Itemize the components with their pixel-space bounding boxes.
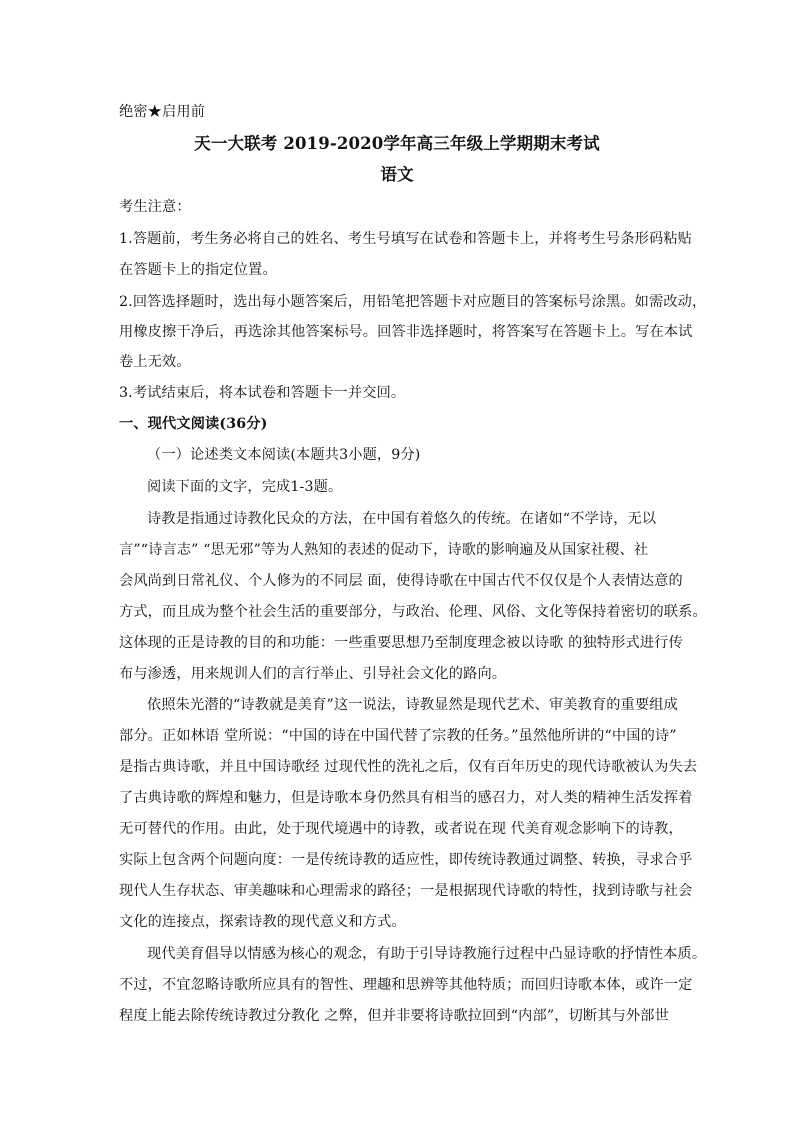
passage-line: 文化的连接点，探索诗教的现代意义和方式。 [119, 914, 406, 930]
passage-line: 无可替代的作用。由此，处于现代境遇中的诗教，或者说在现 代美育观念影响下的诗教， [119, 821, 683, 837]
passage-line: 实际上包含两个问题向度：一是传统诗教的适应性，即传统诗教通过调整、转换，寻求合乎 [119, 852, 693, 868]
passage-line: 言”“诗言志” “思无邪”等为人熟知的表述的促动下，诗歌的影响遍及从国家社稷、社 [119, 542, 649, 558]
passage-line: 程度上能去除传统诗教过分教化 之弊，但并非要将诗歌拉回到“内部”，切断其与外部世 [119, 1008, 669, 1024]
confidential-mark: 绝密★启用前 [119, 104, 206, 120]
notice-heading: 考生注意： [119, 199, 191, 215]
notice-line: 卷上无效。 [119, 354, 191, 370]
section-heading: 一、现代文阅读(36分) [119, 416, 268, 432]
passage-line: 是指古典诗歌，并且中国诗歌经 过现代性的洗礼之后，仅有百年历史的现代诗歌被认为失去 [119, 759, 698, 775]
sub-section-heading: （一）论述类文本阅读(本题共3小题，9分) [147, 447, 421, 463]
passage-line: 部分。正如林语 堂所说：“中国的诗在中国代替了宗教的任务。”虽然他所讲的“中国的诗” [119, 728, 677, 744]
passage-line: 诗教是指通过诗教化民众的方法，在中国有着悠久的传统。在诸如“不学诗，无以 [147, 511, 657, 527]
passage-line: 了古典诗歌的辉煌和魅力，但是诗歌本身仍然具有相当的感召力，对人类的精神生活发挥着 [119, 790, 693, 806]
subject-title: 语文 [380, 165, 414, 184]
passage-line: 这体现的正是诗教的目的和功能：一些重要思想乃至制度理念被以诗歌 的独特形式进行传 [119, 635, 683, 651]
passage-line: 方式，而且成为整个社会生活的重要部分，与政治、伦理、风俗、文化等保持着密切的联系。 [119, 604, 707, 620]
passage-line: 布与渗透，用来规训人们的言行举止、引导社会文化的路向。 [119, 666, 507, 682]
notice-line: 在答题卡上的指定位置。 [119, 262, 277, 278]
exam-title: 天一大联考 2019-2020学年高三年级上学期期末考试 [194, 134, 600, 153]
passage-line: 不过，不宜忽略诗歌所应具有的智性、理趣和思辨等其他特质；而回归诗歌本体，或许一定 [119, 977, 693, 993]
notice-line: 3.考试结束后，将本试卷和答题卡一并交回。 [119, 385, 406, 401]
passage-line: 现代美育倡导以情感为核心的观念，有助于引导诗教施行过程中凸显诗歌的抒情性本质。 [147, 946, 707, 962]
notice-line: 2.回答选择题时，选出每小题答案后，用铅笔把答题卡对应题目的答案标号涂黑。如需改动， [119, 294, 707, 310]
passage-line: 现代人生存状态、审美趣味和心理需求的路径；一是根据现代诗歌的特性，找到诗歌与社会 [119, 883, 693, 899]
notice-line: 用橡皮擦干净后，再选涂其他答案标号。回答非选择题时，将答案写在答题卡上。写在本试 [119, 324, 693, 340]
passage-line: 会风尚到日常礼仪、个人修为的不同层 面，使得诗歌在中国古代不仅仅是个人表情达意的 [119, 573, 683, 589]
passage-line: 依照朱光潜的“诗教就是美育”这一说法，诗教显然是现代艺术、审美教育的重要组成 [147, 697, 678, 713]
instruction-text: 阅读下面的文字，完成1-3题。 [147, 479, 343, 495]
notice-line: 1.答题前，考生务必将自己的姓名、考生号填写在试卷和答题卡上，并将考生号条形码粘贴 [119, 231, 693, 247]
